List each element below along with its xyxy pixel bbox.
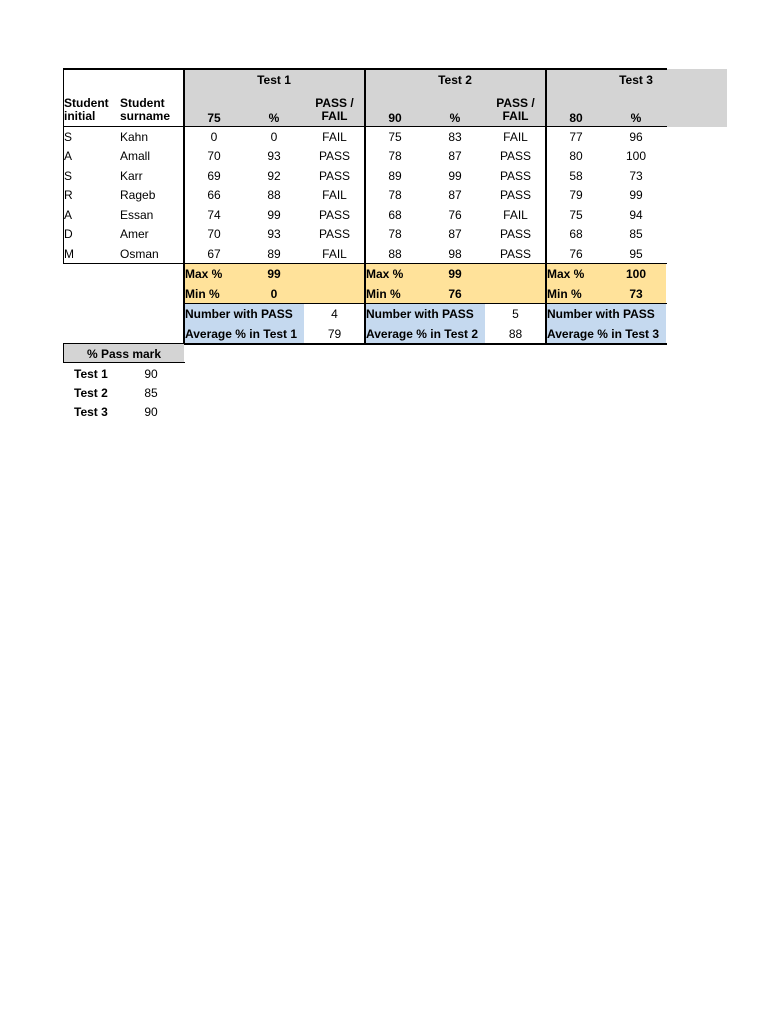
pass-mark-header: % Pass mark — [64, 344, 184, 363]
test-1-pct-header: % — [268, 111, 280, 125]
cell-test-3-score: 77 — [569, 129, 583, 144]
cell-test-1-pct: 89 — [267, 246, 281, 261]
cell-test-2-pf: PASS — [499, 227, 532, 241]
t1-max-value: 99 — [267, 267, 281, 281]
t2-avg-label: Average % in Test 2 — [365, 324, 485, 344]
student-initial-header-line1: Student — [64, 95, 109, 110]
cell-surname: Amall — [120, 149, 151, 163]
cell-test-3-pct: 94 — [629, 207, 643, 222]
cell-test-3-pct: 85 — [629, 227, 643, 241]
t3-min-value: 73 — [629, 287, 643, 301]
cell-surname: Rageb — [120, 188, 156, 202]
cell-test-2-score: 88 — [388, 246, 402, 261]
cell-test-1-pf: PASS — [318, 168, 351, 183]
t1-pass-label: Number with PASS — [184, 304, 304, 324]
t2-min-value: 76 — [448, 287, 462, 301]
cell-initial: A — [64, 149, 73, 163]
cell-test-3-pct: 95 — [629, 246, 643, 261]
cell-test-1-score: 70 — [207, 227, 221, 241]
t1-min-value: 0 — [270, 287, 278, 301]
cell-test-1-pf: FAIL — [322, 129, 347, 144]
cell-test-1-pf: PASS — [318, 149, 351, 163]
cell-test-3-score: 75 — [569, 207, 583, 222]
summary-bottom-border — [184, 343, 667, 345]
test-3-pct-header: % — [630, 111, 642, 125]
student-surname-header — [120, 95, 184, 125]
test-1-pf-header — [304, 95, 365, 125]
test-3-score-header: 80 — [569, 111, 583, 125]
pass-mark-top — [63, 343, 185, 344]
cell-test-1-score: 66 — [207, 188, 221, 202]
cell-test-2-score: 89 — [388, 168, 402, 183]
t3-min-label: Min % — [547, 287, 582, 301]
cell-test-1-pct: 93 — [267, 149, 281, 163]
t2-min-label: Min % — [366, 287, 401, 301]
cell-test-3-pct: 73 — [629, 168, 643, 183]
pass-mark-test-1-value: 90 — [144, 366, 158, 381]
pass-mark-test-1-label: Test 1 — [74, 366, 108, 381]
pass-mark-test-3-label: Test 3 — [74, 404, 108, 419]
cell-test-2-pct: 99 — [448, 168, 462, 183]
test-1-pf-header-line2: FAIL — [321, 109, 348, 123]
cell-initial: A — [64, 207, 73, 222]
test-2-pf-header-line1: PASS / — [496, 95, 535, 110]
cell-test-1-score: 70 — [207, 149, 221, 163]
cell-test-2-score: 68 — [388, 207, 402, 222]
pass-mark-test-2-label: Test 2 — [74, 385, 108, 400]
cell-test-3-score: 58 — [569, 168, 583, 183]
t2-avg-value: 88 — [508, 327, 523, 341]
cell-test-3-score: 76 — [569, 246, 583, 261]
cell-test-2-pf: PASS — [499, 168, 532, 183]
test-1-pf-header-line1: PASS / — [315, 95, 354, 110]
cell-test-3-score: 68 — [569, 227, 583, 241]
cell-test-1-pf: FAIL — [322, 188, 347, 202]
cell-test-1-pct: 88 — [267, 188, 281, 202]
test-2-pct-header: % — [449, 111, 461, 125]
t1-pass-value: 4 — [331, 307, 338, 321]
summary-mid-border — [184, 303, 667, 304]
t1-max-label: Max % — [185, 267, 223, 281]
t1-avg-label: Average % in Test 1 — [184, 324, 304, 344]
t2-max-value: 99 — [448, 267, 462, 281]
cell-test-1-pf: PASS — [318, 227, 351, 241]
cell-test-2-pct: 76 — [448, 207, 462, 222]
cell-test-1-pct: 92 — [267, 168, 281, 183]
cell-test-2-pf: PASS — [499, 188, 532, 202]
cell-test-2-pct: 87 — [448, 149, 462, 163]
test-1-title: Test 1 — [257, 73, 291, 87]
cell-test-2-score: 78 — [388, 149, 402, 163]
student-surname-header-line2: surname — [120, 109, 171, 123]
student-surname-header-line1: Student — [120, 95, 165, 110]
cell-test-1-pct: 93 — [267, 227, 281, 241]
cell-surname: Osman — [120, 246, 159, 261]
t2-pass-label: Number with PASS — [365, 304, 485, 324]
left-border — [63, 68, 64, 264]
cell-test-3-score: 80 — [569, 149, 583, 163]
t3-max-label: Max % — [547, 267, 585, 281]
pass-mark-bottom — [63, 362, 185, 363]
cell-test-2-pct: 87 — [448, 188, 462, 202]
cell-surname: Karr — [120, 168, 143, 183]
cell-test-2-score: 78 — [388, 227, 402, 241]
cell-test-2-pf: FAIL — [503, 129, 528, 144]
cell-initial: D — [64, 227, 73, 241]
test-2-title: Test 2 — [438, 73, 472, 87]
cell-test-2-pf: FAIL — [503, 207, 528, 222]
cell-surname: Essan — [120, 207, 154, 222]
test-1-score-header: 75 — [207, 111, 221, 125]
cell-test-2-pct: 87 — [448, 227, 462, 241]
cell-test-2-pf: PASS — [499, 246, 532, 261]
cell-test-1-pf: PASS — [318, 207, 351, 222]
test-2-pf-header-line2: FAIL — [502, 109, 529, 123]
test-2-score-header: 90 — [388, 111, 402, 125]
cell-test-1-score: 69 — [207, 168, 221, 183]
cell-test-1-pct: 0 — [270, 129, 278, 144]
cell-test-2-pf: PASS — [499, 149, 532, 163]
pass-mark-left — [63, 343, 64, 363]
cell-initial: S — [64, 129, 73, 144]
cell-test-2-pct: 83 — [448, 129, 462, 144]
cell-surname: Kahn — [120, 129, 149, 144]
cell-test-3-pct: 99 — [629, 188, 643, 202]
test-2-pf-header — [485, 95, 546, 125]
cell-initial: M — [64, 246, 74, 261]
t2-pass-value: 5 — [512, 307, 519, 321]
pass-mark-test-3-value: 90 — [144, 404, 158, 419]
cell-test-3-score: 79 — [569, 188, 583, 202]
cell-test-3-pct: 96 — [629, 129, 643, 144]
t1-avg-value: 79 — [327, 327, 342, 341]
cell-test-2-score: 75 — [388, 129, 402, 144]
cell-initial: S — [64, 168, 73, 183]
cell-initial: R — [64, 188, 73, 202]
cell-test-1-score: 74 — [207, 207, 221, 222]
test-3-title: Test 3 — [619, 73, 653, 87]
t3-pass-label: Number with PASS — [546, 304, 666, 324]
cell-test-2-score: 78 — [388, 188, 402, 202]
student-initial-header-line2: initial — [64, 109, 96, 123]
cell-surname: Amer — [120, 227, 149, 241]
t3-avg-label: Average % in Test 3 — [546, 324, 666, 344]
cell-test-1-pct: 99 — [267, 207, 281, 222]
cell-test-1-pf: FAIL — [322, 246, 347, 261]
t3-max-value: 100 — [625, 267, 647, 281]
student-initial-header — [64, 95, 120, 125]
cell-test-3-pct: 100 — [625, 149, 647, 163]
cell-test-2-pct: 98 — [448, 246, 462, 261]
cell-test-1-score: 0 — [210, 129, 218, 144]
cell-test-1-score: 67 — [207, 246, 221, 261]
pass-mark-test-2-value: 85 — [144, 385, 158, 400]
t2-max-label: Max % — [366, 267, 404, 281]
t1-min-label: Min % — [185, 287, 220, 301]
